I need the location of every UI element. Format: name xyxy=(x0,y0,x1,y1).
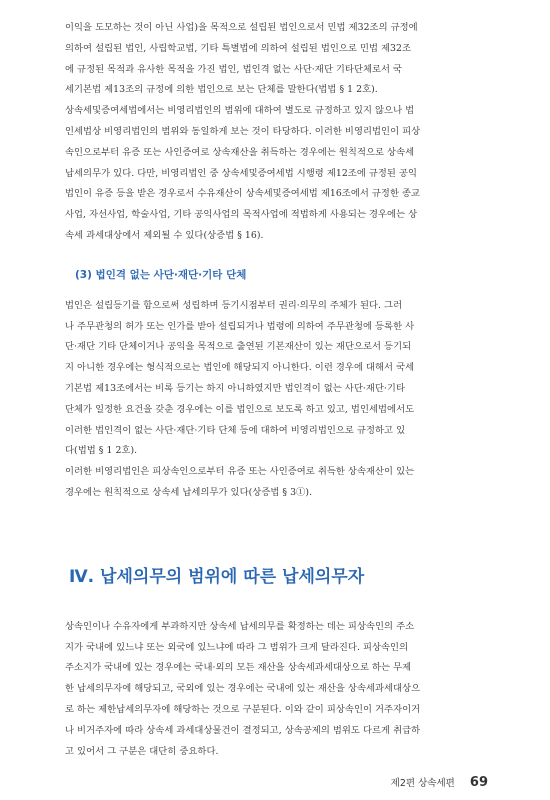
text-line: 경우에는 원칙적으로 상속세 납세의무가 있다(상증법 § 3①). xyxy=(65,486,313,498)
text-line: 상속인이나 수유자에게 부과하지만 상속세 납세의무를 확정하는 데는 피상속인의 주소 xyxy=(65,620,415,632)
text-line: 나 비거주자에 따라 상속세 과세대상물건이 결정되고, 상속공제의 범위도 다르게 취급하 xyxy=(65,724,421,736)
paragraph-nonprofit-definition xyxy=(65,18,490,247)
text-line: 지 아니한 경우에는 형식적으로는 법인에 해당되지 아니한다. 이런 경우에 대해서 국세 xyxy=(65,362,415,374)
text-line: 나 주무관청의 허가 또는 인가를 받아 설립되거나 법령에 의하여 주무관청에 등록한 사 xyxy=(65,320,415,332)
paragraph-taxpayer-scope xyxy=(65,617,490,763)
page-footer xyxy=(391,771,488,790)
page-number: 69 xyxy=(469,775,488,790)
text-line: 고 있어서 그 구분은 대단히 중요하다. xyxy=(65,745,219,757)
text-line: 단체가 일정한 요건을 갖춘 경우에는 이를 법인으로 보도록 하고 있고, 법인세법에서도 xyxy=(65,403,415,415)
text-line: 법인이 유증 등을 받은 경우로서 수유재산이 상속세및증여세법 제16조에서 규정한 종교 xyxy=(65,188,421,200)
text-line: 다(법법 § 1 2호). xyxy=(65,445,138,457)
text-line: 한 납세의무자에 해당되고, 국외에 있는 경우에는 국내에 있는 재산을 상속세과세대상으 xyxy=(65,683,421,695)
text-line: 이러한 법인격이 없는 사단·재단·기타 단체 등에 대하여 비영리법인으로 규정하고 있 xyxy=(65,424,406,436)
text-line: 에 규정된 목적과 유사한 목적을 가진 법인, 법인격 없는 사단·재단 기타단체로서 국 xyxy=(65,63,403,75)
text-line: 속인으로부터 유증 또는 사인증여로 상속재산을 취득하는 경우에는 원칙적으로 상속세 xyxy=(65,146,415,158)
section-heading: Ⅳ. 납세의무의 범위에 따른 납세의무자 xyxy=(69,566,365,587)
page-content xyxy=(65,18,490,762)
text-line: 이러한 비영리법인은 피상속인으로부터 유증 또는 사인증여로 취득한 상속재산이 있는 xyxy=(65,466,415,478)
text-line: 사업, 자선사업, 학술사업, 기타 공익사업의 목적사업에 적법하게 사용되는 경우에는 상 xyxy=(65,209,418,221)
text-line: 상속세및증여세법에서는 비영리법인의 범위에 대하여 별도로 규정하고 있지 않으나 법 xyxy=(65,105,415,117)
text-line: 세기본법 제13조의 규정에 의한 법인으로 보는 단체를 말한다(법법 § 1 2호). xyxy=(65,84,378,96)
text-line: 납세의무가 있다. 다만, 비영리법인 중 상속세및증여세법 시행령 제12조에 규정된 공익 xyxy=(65,167,418,179)
text-line: 지가 국내에 있느냐 또는 외국에 있느냐에 따라 그 범위가 크게 달라진다. 피상속인의 xyxy=(65,641,409,653)
text-line: 인세법상 비영리법인의 범위와 동일하게 보는 것이 타당하다. 이러한 비영리법인이 피상 xyxy=(65,125,421,137)
text-line: 기본법 제13조에서는 비록 등기는 하지 아니하였지만 법인격이 없는 사단·재단·기타 xyxy=(65,382,405,394)
paragraph-unincorporated-entities xyxy=(65,296,490,504)
footer-part-label: 제2편 상속세편 xyxy=(390,778,455,789)
text-line: 주소지가 국내에 있는 경우에는 국내·외의 모든 재산을 상속세과세대상으로 하는 무제 xyxy=(65,662,412,674)
text-line: 단·재단 기타 단체이거나 공익을 목적으로 출연된 기본재산이 있는 재단으로서 등기되 xyxy=(65,341,412,353)
text-line: 법인은 설립등기를 함으로써 성립하며 등기시점부터 권리·의무의 주체가 된다. 그러 xyxy=(65,299,403,311)
text-line: 속세 과세대상에서 제외될 수 있다(상증법 § 16). xyxy=(65,229,264,241)
subsection-heading: (3) 법인격 없는 사단·재단·기타 단체 xyxy=(75,268,247,281)
text-line: 로 하는 제한납세의무자에 해당하는 것으로 구분된다. 이와 같이 피상속인이 거주자이거 xyxy=(65,703,421,715)
text-line: 의하여 설립된 법인, 사립학교법, 기타 특별법에 의하여 설립된 법인으로 민법 제32조 xyxy=(65,42,412,54)
text-line: 이익을 도모하는 것이 아닌 사업)을 목적으로 설립된 법인으로서 민법 제32조의 규정에 xyxy=(65,22,418,33)
